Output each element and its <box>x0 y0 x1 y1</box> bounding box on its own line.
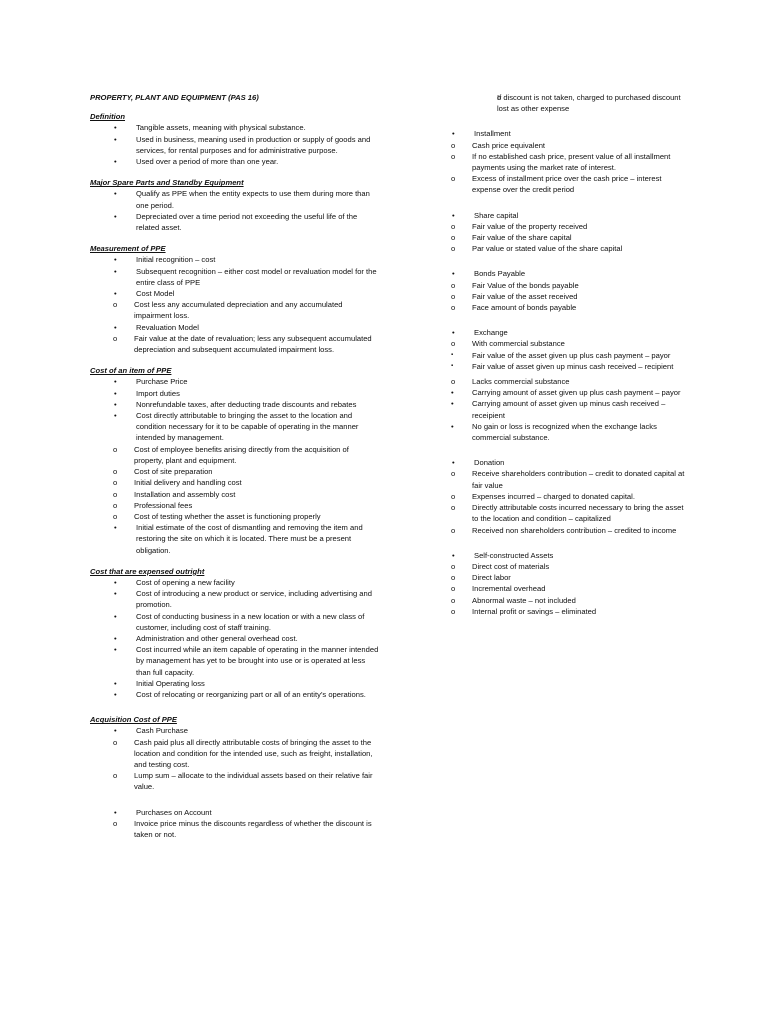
share-capital-label: Share capital <box>474 210 519 220</box>
donation-list <box>428 457 688 535</box>
self-constructed-label: Self-constructed Assets <box>474 550 554 560</box>
list-item: • Used over a period of more than one year. <box>90 156 380 167</box>
list-item <box>428 457 688 535</box>
installment-label: Installment <box>474 129 511 139</box>
list-item: • Cost of opening a new facility <box>90 577 380 588</box>
list-item: • Purchase Price <box>90 376 380 387</box>
list-item <box>428 268 688 313</box>
revaluation-model-label: Revaluation Model <box>136 322 199 332</box>
list-item: • Cost incurred while an item capable of operating in the manner intended by management has yet to be brought into use or is operated at less than full capacity. <box>90 644 380 678</box>
sub-list-item: o Installation and assembly cost <box>90 489 380 500</box>
with-commercial-sublist <box>472 350 688 372</box>
sub-list-item: o Direct labor <box>428 572 688 583</box>
sub-list-item: o Received non shareholders contribution – credited to income <box>428 525 688 536</box>
list-item: • Cost of relocating or reorganizing part or all of an entity’s operations. <box>90 689 380 700</box>
sub-list-item: o Directly attributable costs incurred necessary to bring the asset to the location and condition – capitalized <box>428 502 688 524</box>
sub-sub-list-item: • No gain or loss is recognized when the exchange lacks commercial substance. <box>428 421 688 443</box>
list-item: • Initial Operating loss <box>90 678 380 689</box>
list-item: • Initial estimate of the cost of dismantling and removing the item and restoring the site on which it is located. There must be a present obligation. <box>90 522 380 556</box>
sub-list-item: o If discount is not taken, charged to purchased discount lost as other expense <box>428 92 688 114</box>
list-item <box>90 322 380 356</box>
with-commercial-substance-label: With commercial substance <box>472 339 565 349</box>
sub-list-item: o Cost of site preparation <box>90 466 380 477</box>
donation-label: Donation <box>474 458 505 468</box>
sub-list-item: o Invoice price minus the discounts regardless of whether the discount is taken or not. <box>90 818 380 840</box>
page-title: PROPERTY, PLANT AND EQUIPMENT (PAS 16) <box>90 93 259 102</box>
measurement-heading: Measurement of PPE <box>90 244 166 254</box>
list-item <box>428 210 688 255</box>
sub-list-item: o Par value or stated value of the share capital <box>428 243 688 254</box>
list-item <box>90 725 380 792</box>
acquisition-heading: Acquisition Cost of PPE <box>90 715 177 725</box>
sub-list-item: o Fair value of the property received <box>428 221 688 232</box>
cash-purchase-sublist <box>136 737 380 793</box>
spare-parts-list <box>90 188 380 233</box>
measurement-list <box>90 254 380 355</box>
sub-list-item: o Incremental overhead <box>428 583 688 594</box>
sub-list-item: o Fair value of the asset received <box>428 291 688 302</box>
self-constructed-sublist <box>474 561 688 617</box>
sub-list-item: o Cost of testing whether the asset is functioning properly <box>90 511 380 522</box>
directly-attributable-sublist <box>136 444 380 522</box>
sub-list-item: o Excess of installment price over the cash price – interest expense over the credit period <box>428 173 688 195</box>
sub-list-item: o Fair value of the share capital <box>428 232 688 243</box>
sub-sub-list-item: • Carrying amount of asset given up minus cash received – receipient <box>428 398 688 420</box>
list-item: • Used in business, meaning used in production or supply of goods and services, for rental purposes and for administrative purpose. <box>90 134 380 156</box>
share-capital-sublist <box>474 221 688 255</box>
sub-list-item: o Cash price equivalent <box>428 140 688 151</box>
lacks-commercial-substance-label: Lacks commercial substance <box>472 377 570 387</box>
lacks-commercial-sublist <box>472 387 688 443</box>
sub-list-item: o Cash paid plus all directly attributable costs of bringing the asset to the location and condition for the intended use, such as freight, installation, and testing cost. <box>90 737 380 771</box>
acquisition-list <box>90 725 380 840</box>
donation-sublist <box>474 468 688 535</box>
installment-list <box>428 128 688 195</box>
cost-model-label: Cost Model <box>136 289 175 299</box>
exchange-sublist <box>474 338 688 443</box>
sub-list-item: o Initial delivery and handling cost <box>90 477 380 488</box>
share-capital-list <box>428 210 688 255</box>
expensed-heading: Cost that are expensed outright <box>90 566 205 576</box>
spare-parts-heading: Major Spare Parts and Standby Equipment <box>90 178 244 188</box>
left-column <box>90 92 380 840</box>
sub-sub-list-item: ▪ Fair value of asset given up minus cash received – recipient <box>428 361 688 372</box>
directly-attributable-label: Cost directly attributable to bringing the asset to the location and condition necessary for it to be capable of operating in the manner intended by management. <box>136 411 359 443</box>
bonds-payable-sublist <box>474 280 688 314</box>
exchange-label: Exchange <box>474 328 508 338</box>
sub-list-item: o Face amount of bonds payable <box>428 302 688 313</box>
exchange-list <box>428 327 688 443</box>
self-constructed-list <box>428 550 688 617</box>
list-item: • Initial recognition – cost <box>90 254 380 265</box>
list-item <box>90 807 380 841</box>
cash-purchase-label: Cash Purchase <box>136 726 188 736</box>
definition-heading: Definition <box>90 112 126 122</box>
cost-item-heading: Cost of an item of PPE <box>90 366 172 376</box>
sub-list-item: o Internal profit or savings – eliminated <box>428 606 688 617</box>
list-item: • Depreciated over a time period not exceeding the useful life of the related asset. <box>90 211 380 233</box>
cost-item-list <box>90 376 380 555</box>
purchases-on-account-label: Purchases on Account <box>136 807 212 817</box>
list-item: • Cost of conducting business in a new location or with a new class of customer, including cost of staff training. <box>90 611 380 633</box>
list-item <box>428 327 688 443</box>
sub-list-item: o Expenses incurred – charged to donated capital. <box>428 491 688 502</box>
sub-list-item: o Fair Value of the bonds payable <box>428 280 688 291</box>
discount-note-list <box>428 92 688 114</box>
sub-list-item: o If no established cash price, present value of all installment payments using the market rate of interest. <box>428 151 688 173</box>
sub-list-item: o Direct cost of materials <box>428 561 688 572</box>
list-item: • Import duties <box>90 388 380 399</box>
installment-sublist <box>474 140 688 196</box>
list-item <box>428 128 688 195</box>
revaluation-sublist <box>136 333 380 355</box>
list-item <box>90 288 380 322</box>
expensed-list <box>90 577 380 700</box>
list-item: • Nonrefundable taxes, after deducting trade discounts and rebates <box>90 399 380 410</box>
sub-list-item: o Receive shareholders contribution – credit to donated capital at fair value <box>428 468 688 490</box>
list-item <box>428 550 688 617</box>
definition-list <box>90 122 380 167</box>
bonds-payable-label: Bonds Payable <box>474 269 526 279</box>
sub-sub-list-item: • Carrying amount of asset given up plus cash payment – payor <box>428 387 688 398</box>
list-item: • Subsequent recognition – either cost model or revaluation model for the entire class of PPE <box>90 266 380 288</box>
sub-list-item: o Professional fees <box>90 500 380 511</box>
sub-list-item: o Cost of employee benefits arising directly from the acquisition of property, plant and equipment. <box>90 444 380 466</box>
list-item: • Tangible assets, meaning with physical substance. <box>90 122 380 133</box>
on-account-sublist <box>136 818 380 840</box>
cost-model-sublist <box>136 299 380 321</box>
sub-list-item: o Fair value at the date of revaluation; less any subsequent accumulated depreciation and subsequent accumulated impairment loss. <box>90 333 380 355</box>
list-item <box>90 410 380 522</box>
sub-sub-list-item: ▪ Fair value of the asset given up plus cash payment – payor <box>428 350 688 361</box>
sub-list-item: o Cost less any accumulated depreciation and any accumulated impairment loss. <box>90 299 380 321</box>
list-item: • Cost of introducing a new product or service, including advertising and promotion. <box>90 588 380 610</box>
sub-list-item: o Lump sum – allocate to the individual assets based on their relative fair value. <box>90 770 380 792</box>
sub-list-item <box>428 376 688 443</box>
list-item: • Qualify as PPE when the entity expects to use them during more than one period. <box>90 188 380 210</box>
right-column <box>428 92 688 617</box>
sub-list-item <box>428 338 688 372</box>
sub-list-item: o Abnormal waste – not included <box>428 595 688 606</box>
list-item: • Administration and other general overhead cost. <box>90 633 380 644</box>
bonds-payable-list <box>428 268 688 313</box>
